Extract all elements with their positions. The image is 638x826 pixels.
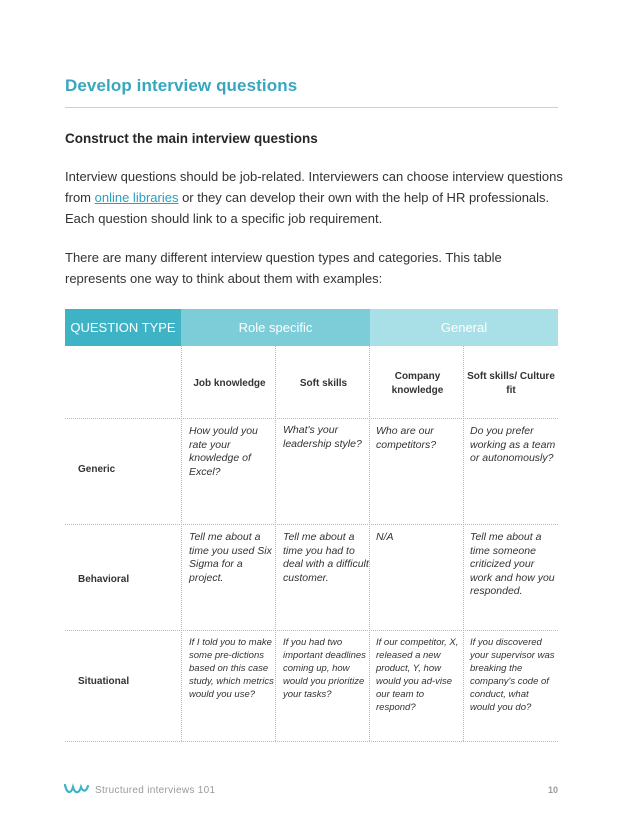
column-header-company-knowledge: Company knowledge — [391, 371, 444, 396]
intro-paragraph — [65, 166, 565, 229]
wave-logo-icon — [64, 782, 90, 801]
title-divider — [65, 107, 558, 108]
column-header-job-knowledge: Job knowledge — [193, 378, 266, 389]
grid-line-horizontal — [65, 418, 558, 419]
question-type-header: QUESTION TYPE — [65, 309, 181, 346]
grid-line-horizontal — [65, 630, 558, 631]
grid-line-vertical — [275, 346, 276, 741]
table-cell: Do you prefer working as a team or autonomously? — [470, 425, 556, 464]
intro-text-before: Interview questions should be job-related. Interviewers can choose interview questions from — [65, 169, 563, 205]
grid-line-horizontal — [65, 741, 558, 742]
grid-line-vertical — [181, 346, 182, 741]
column-header-soft-skills: Soft skills — [299, 378, 348, 389]
table-cell: Tell me about a time you had to deal with a difficult customer. — [283, 531, 369, 584]
table-cell: If you had two important deadlines coming up, how would you prioritize your tasks? — [283, 637, 366, 700]
footer-title: Structured interviews 101 — [95, 785, 216, 796]
table-intro-paragraph: There are many different interview question types and categories. This table represents one way to think about them with examples: — [65, 250, 502, 286]
row-label-generic: Generic — [78, 464, 116, 475]
row-label-behavioral: Behavioral — [78, 574, 130, 585]
table-cell: Tell me about a time you used Six Sigma for a project. — [189, 531, 272, 584]
table-cell: If you discovered your supervisor was breaking the company's code of conduct, what would you do? — [470, 637, 555, 713]
table-cell: N/A — [376, 531, 394, 543]
page-number: 10 — [547, 785, 558, 795]
grid-line-vertical — [369, 346, 370, 741]
table-cell: What's your leadership style? — [283, 424, 362, 450]
table-cell: If I told you to make some pre-dictions based on this case study, which metrics would you use? — [189, 637, 274, 700]
table-cell: How yould you rate your knowledge of Excel? — [189, 425, 258, 478]
table-cell: Tell me about a time someone criticized your work and how you responded. — [470, 531, 555, 597]
subheading: Construct the main interview questions — [65, 131, 318, 146]
online-libraries-link[interactable]: online libraries — [94, 190, 179, 205]
row-label-situational: Situational — [78, 676, 130, 687]
column-header-culture-fit: Soft skills/ Culture fit — [467, 371, 555, 396]
grid-line-vertical — [463, 346, 464, 741]
table-cell: Who are our competitors? — [376, 425, 437, 451]
general-header: General — [370, 309, 558, 346]
role-specific-header: Role specific — [181, 309, 370, 346]
intro-text-after: or they can develop their own with the help of HR professionals. Each question should link to a specific job requirement. — [65, 190, 550, 226]
section-title: Develop interview questions — [65, 76, 298, 95]
grid-line-horizontal — [65, 524, 558, 525]
table-cell: If our competitor, X, released a new product, Y, how would you ad-vise our team to respond? — [376, 637, 459, 713]
